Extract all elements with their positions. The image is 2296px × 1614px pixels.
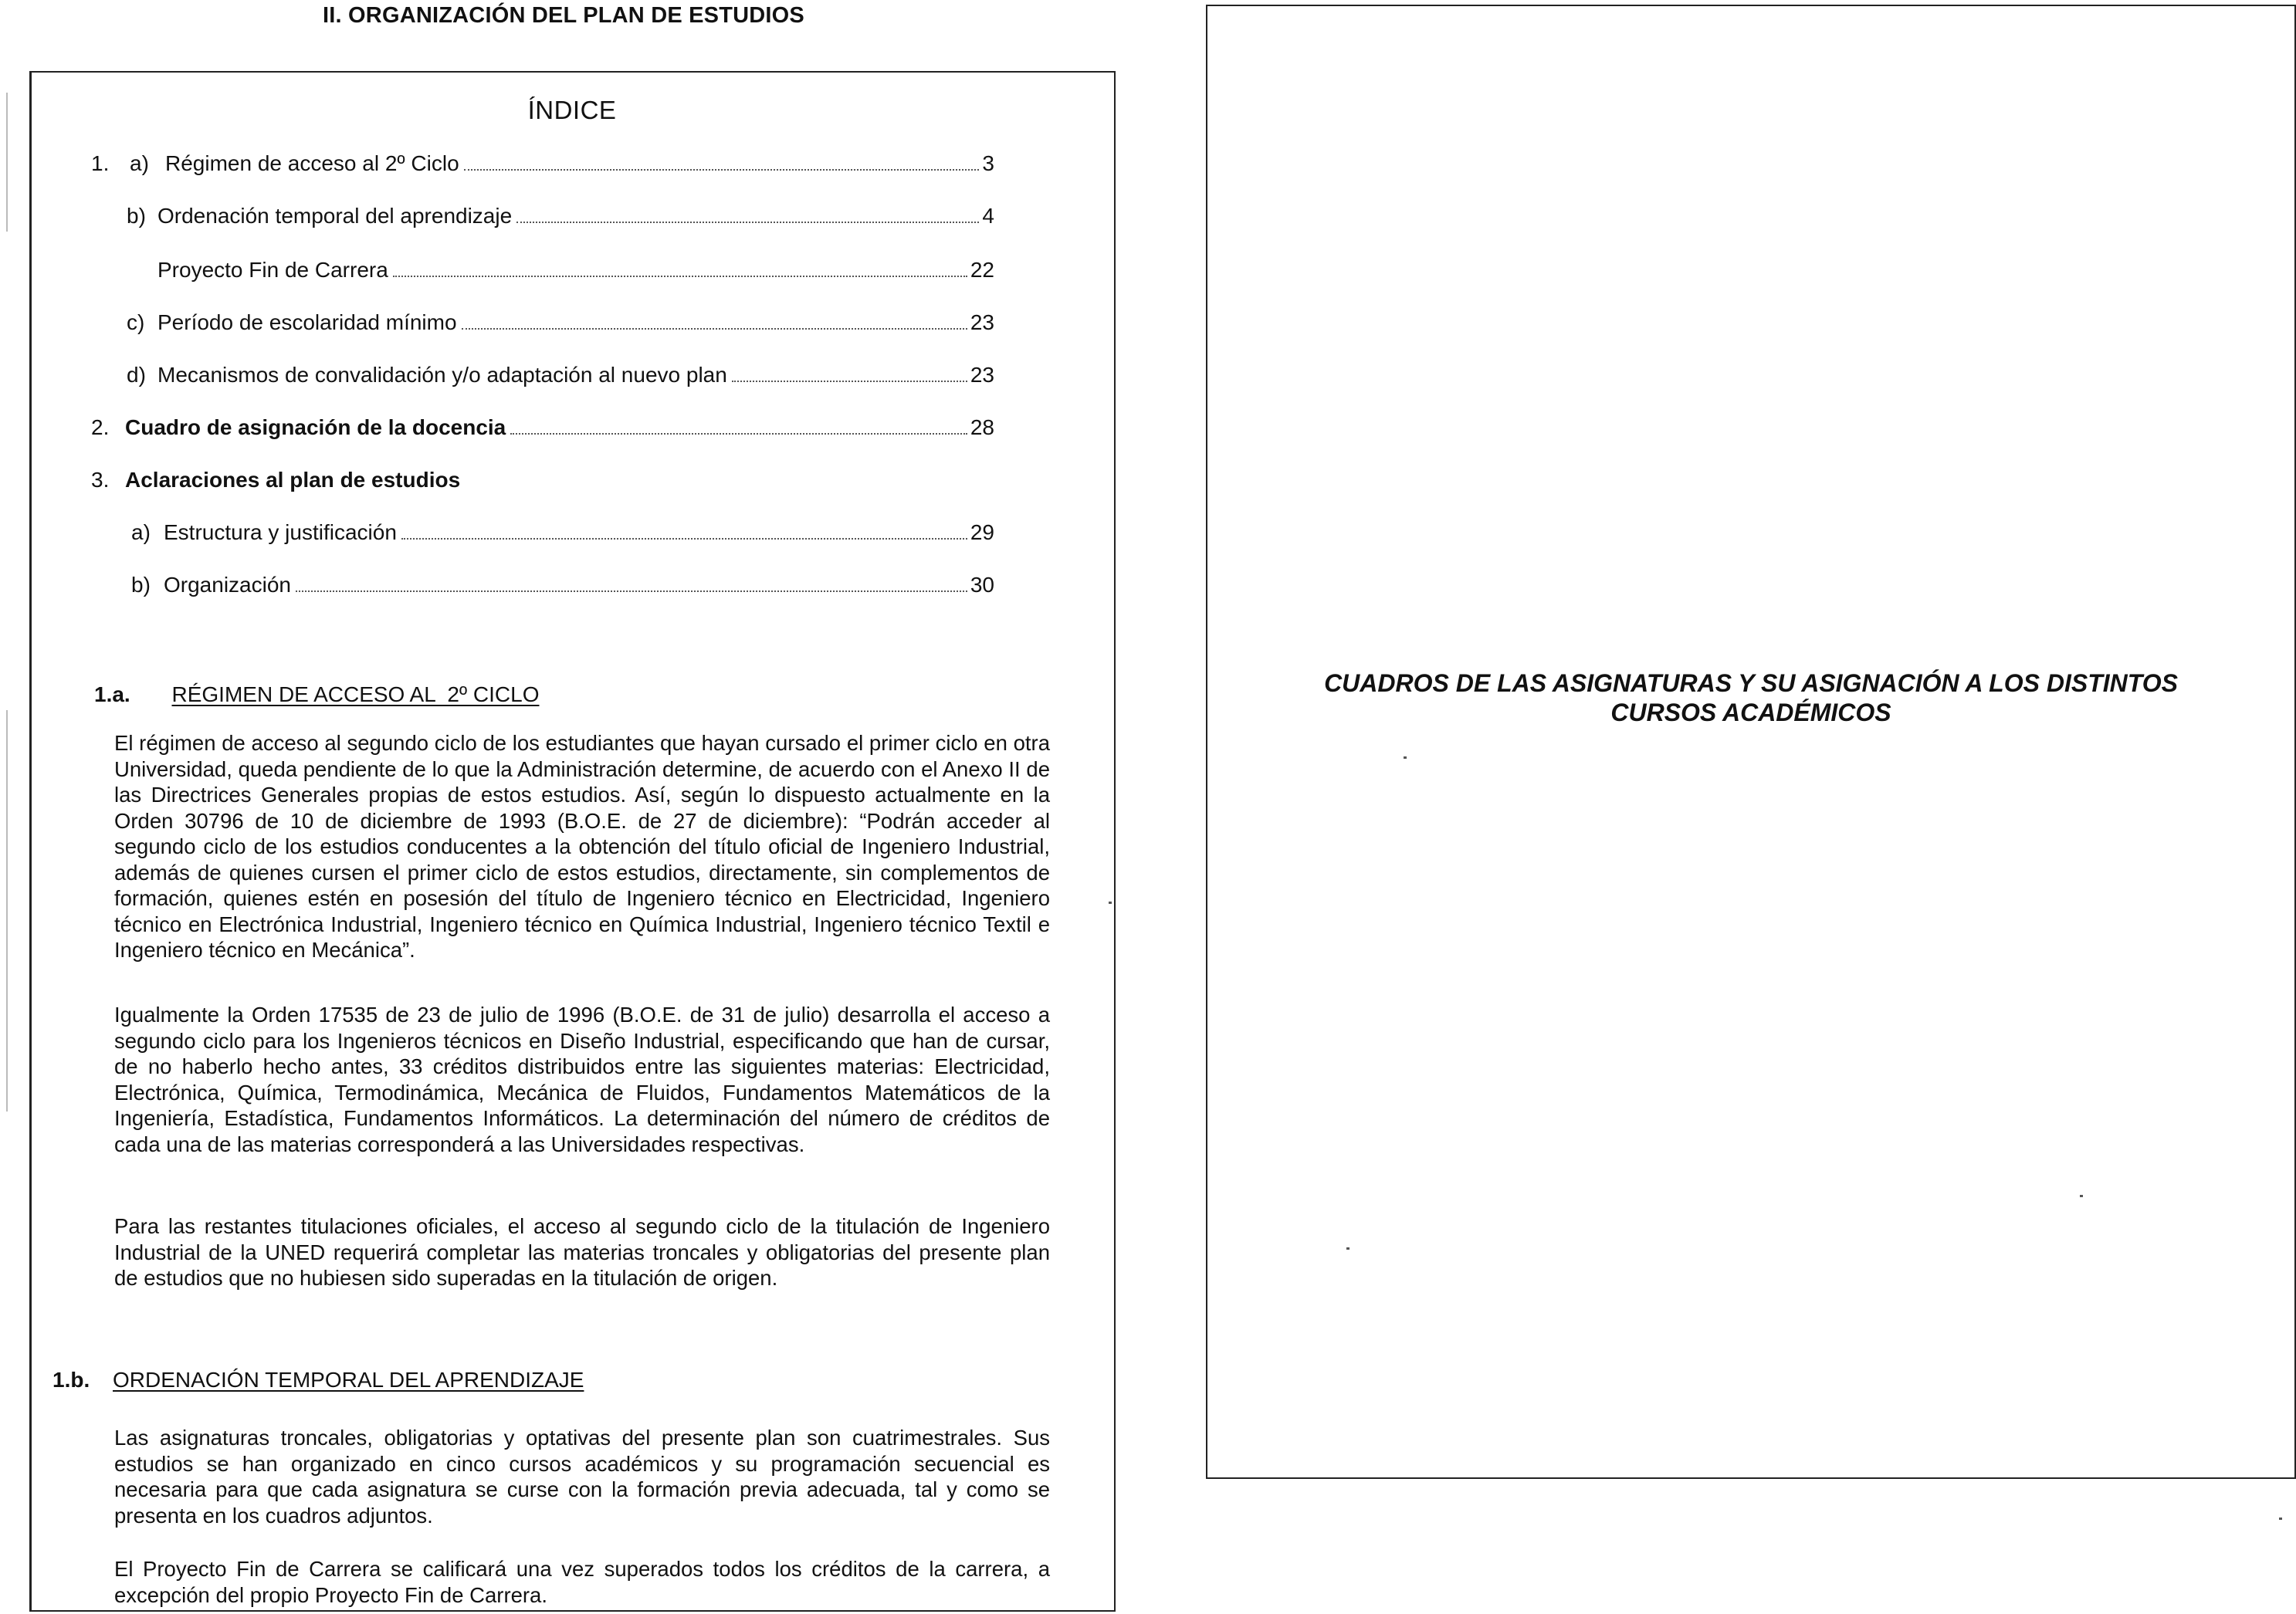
toc-item: 2. Cuadro de asignación de la docencia 28 xyxy=(91,415,994,439)
scan-speck xyxy=(2279,1518,2282,1520)
toc-item: Proyecto Fin de Carrera 22 xyxy=(157,258,994,282)
paragraph: El régimen de acceso al segundo ciclo de los estudiantes que hayan cursado el primer ciclo en otra Universidad, queda pendiente de lo que la Administración determine, de acuerdo con el Anexo II de las Directrices Generales propias de estos estudios. Así, según lo dispuesto actualmente en la Orden 30796 de 10 de diciembre de 1993 (B.O.E. de 27 de diciembre): “Podrán acceder al segundo ciclo de los estudios conducentes a la obtención del título oficial de Ingeniero Industrial, además de quienes cursen el primer ciclo de estos estudios, directamente, sin complementos de formación, quienes estén en posesión del título de Ingeniero técnico en Electricidad, Ingeniero técnico en Electrónica Industrial, Ingeniero técnico en Química Industrial, Ingeniero técnico Textil e Ingeniero técnico en Mecánica”. xyxy=(114,731,1050,962)
toc-item: b) Organización 30 xyxy=(131,573,994,597)
toc-item: b) Ordenación temporal del aprendizaje 4 xyxy=(127,204,994,228)
right-page-frame xyxy=(1206,5,2296,1479)
section-1a-heading: 1.a. RÉGIMEN DE ACCESO AL 2º CICLO xyxy=(94,682,540,706)
paragraph: El Proyecto Fin de Carrera se calificará una vez superados todos los créditos de la carrera, a excepción del propio Proyecto Fin de Carrera. xyxy=(114,1557,1050,1607)
indice-title: ÍNDICE xyxy=(527,96,617,124)
section-title: II. ORGANIZACIÓN DEL PLAN DE ESTUDIOS xyxy=(323,3,804,28)
scan-speck xyxy=(1109,902,1112,904)
right-page-title: CUADROS DE LAS ASIGNATURAS Y SU ASIGNACIÓN A LOS DISTINTOS CURSOS ACADÉMICOS xyxy=(1324,669,2178,726)
scan-artifact xyxy=(6,93,8,232)
toc-item: d) Mecanismos de convalidación y/o adaptación al nuevo plan 23 xyxy=(127,363,994,387)
paragraph: Para las restantes titulaciones oficiales, el acceso al segundo ciclo de la titulación de Ingeniero Industrial de la UNED requerirá completar las materias troncales y obligatorias del presente plan de estudios que no hubiesen sido superadas en la titulación de origen. xyxy=(114,1214,1050,1290)
toc-item: 3. Aclaraciones al plan de estudios xyxy=(91,468,461,492)
scan-speck xyxy=(1404,756,1407,759)
paragraph: Igualmente la Orden 17535 de 23 de julio de 1996 (B.O.E. de 31 de julio) desarrolla el acceso a segundo ciclo para los Ingenieros técnicos en Diseño Industrial, especificando que han de cursar, de no haberlo hecho antes, 33 créditos distribuidos entre las siguientes materias: Electricidad, Electrónica, Química, Termodinámica, Mecánica de Fluidos, Fundamentos Matemáticos de la Ingeniería, Estadística, Fundamentos Informáticos. La determinación del número de créditos de cada una de las materias corresponderá a las Universidades respectivas. xyxy=(114,1003,1050,1156)
section-1b-heading: 1.b. ORDENACIÓN TEMPORAL DEL APRENDIZAJE xyxy=(52,1368,584,1392)
scan-artifact xyxy=(6,710,8,1112)
toc-item: 1. a) Régimen de acceso al 2º Ciclo 3 xyxy=(91,151,994,175)
toc-item: a) Estructura y justificación 29 xyxy=(131,520,994,544)
toc-item: c) Período de escolaridad mínimo 23 xyxy=(127,310,994,334)
scan-speck xyxy=(2080,1195,2083,1197)
paragraph: Las asignaturas troncales, obligatorias y optativas del presente plan son cuatrimestrales. Sus estudios se han organizado en cinco cursos académicos y su programación secuencial es necesaria para que cada asignatura se curse con la formación previa adecuada, tal y como se presenta en los cuadros adjuntos. xyxy=(114,1426,1050,1528)
scan-speck xyxy=(1346,1247,1349,1250)
